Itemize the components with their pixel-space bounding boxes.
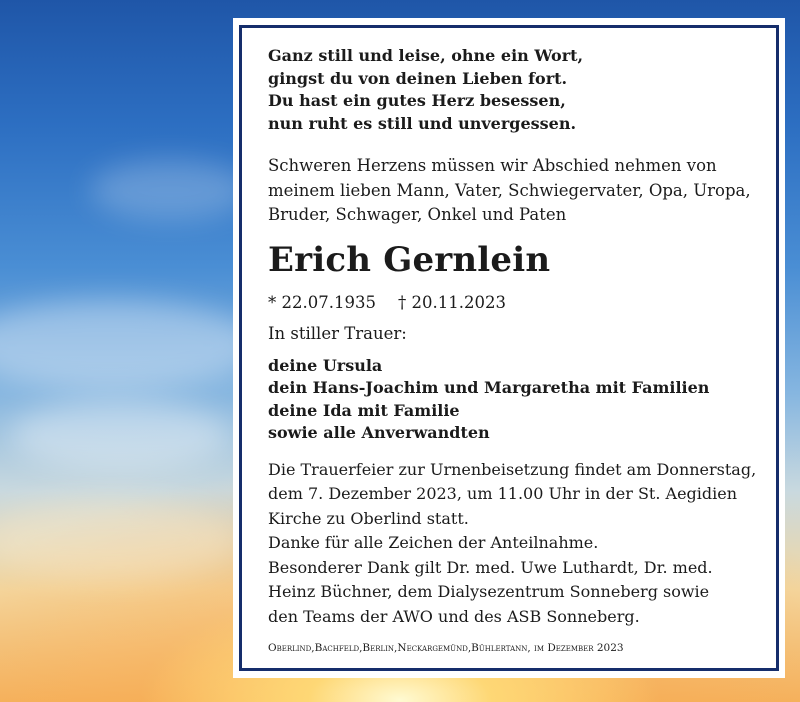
family-list [268, 355, 768, 445]
notice-line: Heinz Büchner, dem Dialysezentrum Sonneberg sowie [268, 582, 710, 601]
notice-line: Besonderer Dank gilt Dr. med. Uwe Luthardt, Dr. med. [268, 557, 713, 577]
poem-line: Du hast ein gutes Herz besessen, [268, 91, 566, 110]
notice-line: Kirche zu Oberlind statt. [268, 508, 469, 528]
intro-line: Schweren Herzens müssen wir Abschied nehmen von [268, 156, 717, 175]
intro-line: meinem lieben Mann, Vater, Schwiegervater, Opa, Uropa, [268, 180, 751, 200]
obituary-content [268, 45, 768, 655]
cloud [0, 500, 240, 580]
poem-line: gingst du von deinen Lieben fort. [268, 68, 568, 88]
notice-line: den Teams der AWO und des ASB Sonneberg. [268, 606, 640, 626]
obituary-card [233, 18, 785, 678]
cloud [10, 400, 230, 470]
notice-line: Die Trauerfeier zur Urnenbeisetzung findet am Donnerstag, [268, 459, 757, 479]
mourning-label: In stiller Trauer: [268, 323, 407, 343]
deceased-name: Erich Gernlein [268, 239, 551, 280]
places-and-date: Oberlind,Bachfeld,Berlin,Neckargemünd,Bühlertann, im Dezember 2023 [268, 642, 624, 654]
family-member: deine Ursula [268, 355, 383, 375]
cloud [0, 300, 260, 390]
intro-text [268, 154, 768, 228]
family-member: dein Hans-Joachim und Margaretha mit Familien [268, 378, 710, 397]
family-member: sowie alle Anverwandten [268, 423, 490, 442]
notice-line: dem 7. Dezember 2023, um 11.00 Uhr in der St. Aegidien [268, 484, 738, 503]
funeral-notice [268, 458, 768, 630]
birth-date: * 22.07.1935 [268, 292, 376, 312]
cloud [90, 160, 250, 220]
poem [268, 45, 768, 135]
poem-line: nun ruht es still und unvergessen. [268, 113, 577, 133]
poem-line: Ganz still und leise, ohne ein Wort, [268, 46, 584, 65]
death-date: † 20.11.2023 [397, 292, 506, 312]
intro-line: Bruder, Schwager, Onkel und Paten [268, 205, 567, 224]
family-member: deine Ida mit Familie [268, 400, 460, 420]
life-dates [268, 292, 768, 314]
notice-line: Danke für alle Zeichen der Anteilnahme. [268, 533, 599, 552]
